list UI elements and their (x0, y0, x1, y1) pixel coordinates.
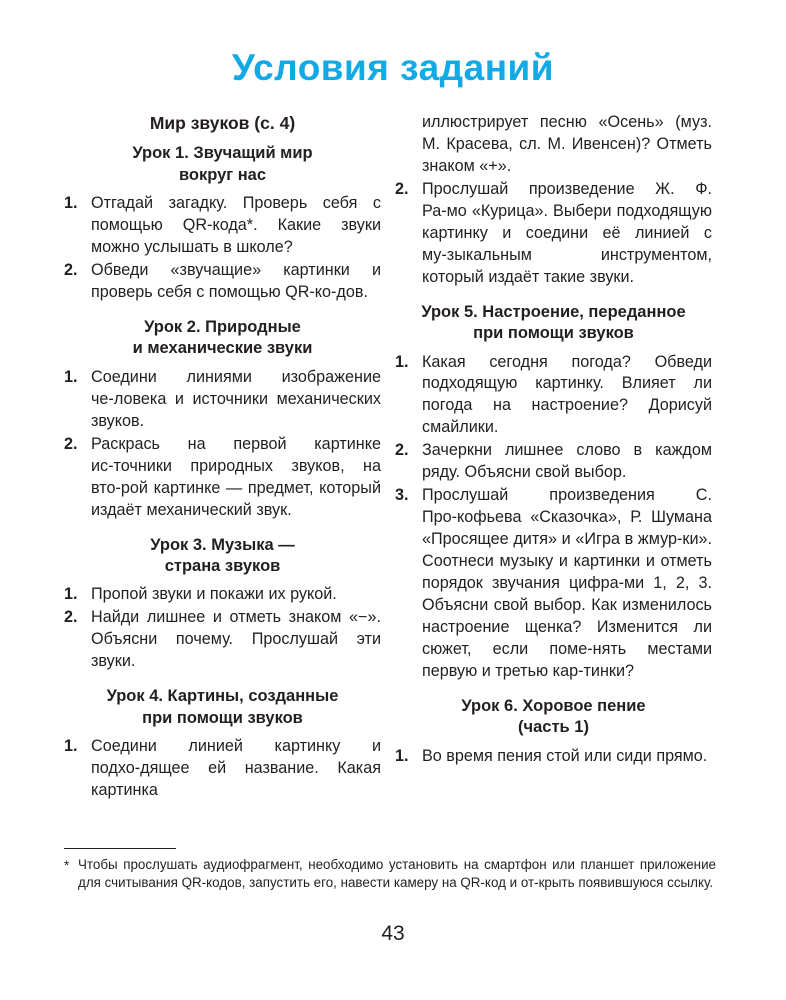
two-column-body (64, 112, 714, 834)
task-item (395, 485, 712, 683)
task-item (395, 352, 712, 440)
task-text: Найди лишнее и отметь знаком «−». Объясни почему. Прослушай эти звуки. (91, 608, 381, 671)
task-list-lesson-2 (64, 367, 381, 522)
task-number: 1. (64, 585, 78, 604)
lesson-title-4: Урок 4. Картины, созданные при помощи звуков (106, 687, 339, 727)
footnote-body (64, 856, 716, 892)
section-title-mir-zvukov: Мир звуков (с. 4) (149, 113, 296, 133)
task-text: Соедини линиями изображение че‑ловека и источники механических звуков. (91, 367, 381, 430)
task-item (64, 736, 381, 802)
task-number: 3. (395, 486, 409, 505)
task-item (395, 440, 712, 484)
lesson-title-2: Урок 2. Природные и механические звуки (132, 318, 313, 358)
task-text: Соедини линией картинку и подхо‑дящее ей название. Какая картинка (91, 737, 381, 800)
task-list-lesson-1 (64, 193, 381, 304)
task-number: 2. (64, 608, 78, 627)
task-item (395, 179, 712, 289)
page-number: 43 (381, 922, 405, 945)
task-text: Во время пения стой или сиди прямо. (422, 746, 708, 765)
task-text: Обведи «звучащие» картинки и проверь себя с помощью QR-ко‑дов. (91, 261, 381, 302)
task-number: 2. (64, 261, 78, 280)
task-list-lesson-5 (395, 352, 712, 683)
task-list-lesson-4-continued (395, 179, 712, 289)
task-item (395, 746, 712, 768)
lesson-title-5: Урок 5. Настроение, переданное при помощи звуков (421, 302, 686, 343)
task-text: Прослушай произведения С. Про‑кофьева «Сказочка», Р. Шумана «Просящее дитя» и «Игра в жмур‑ки». Соотнеси музыку и картинки и отметь порядок звучания цифра‑ми 1, 2, 3. Объясни свой выбор. Как изменилось настроение щенка? Изменится ли сюжет, если поме‑нять местами первую и третью кар‑тинки? (422, 486, 712, 680)
task-text: Какая сегодня погода? Обведи подходящую картинку. Влияет ли погода на настроение? Дорисуй смайлики. (422, 352, 712, 437)
task-list-lesson-6 (395, 746, 712, 768)
lesson-title-1: Урок 1. Звучащий мир вокруг нас (132, 144, 313, 184)
task-text: Отгадай загадку. Проверь себя с помощью QR-кода*. Какие звуки можно услышать в школе? (91, 194, 381, 257)
task-list-lesson-4 (64, 736, 381, 802)
task-number: 1. (395, 746, 409, 765)
task-item (64, 607, 381, 673)
task-text: Прослушай произведение Ж. Ф. Ра‑мо «Курица». Выбери подходящую картинку и соедини её линией с му‑зыкальным инструментом, который издаёт такие звуки. (422, 179, 712, 286)
page-title: Условия заданий (231, 47, 555, 88)
task-text-continuation: иллюстрирует песню «Осень» (муз. М. Красева, сл. М. Ивенсен)? Отметь знаком «+». (422, 113, 712, 175)
task-number: 1. (64, 367, 78, 386)
task-item (64, 434, 381, 522)
task-number: 1. (395, 352, 409, 371)
task-text: Раскрась на первой картинке ис‑точники природных звуков, на вто‑рой картинке — предмет, который издаёт механический звук. (91, 434, 381, 519)
task-text: Пропой звуки и покажи их рукой. (91, 585, 337, 604)
task-text: Зачеркни лишнее слово в каждом ряду. Объясни свой выбор. (422, 441, 712, 482)
footnote-text: Чтобы прослушать аудиофрагмент, необходимо установить на смартфон или планшет приложение для считывания QR-кодов, запустить его, навести камеру на QR-код и от‑крыть появившуюся ссылку. (78, 857, 716, 890)
task-item (64, 584, 381, 606)
task-item (64, 367, 381, 433)
task-number: 2. (64, 434, 78, 453)
task-item (64, 193, 381, 259)
task-number: 2. (395, 179, 409, 198)
right-column (395, 112, 712, 834)
lesson-title-3: Урок 3. Музыка — страна звуков (150, 535, 295, 576)
left-column (64, 112, 381, 834)
task-item (64, 260, 381, 304)
footnote (64, 848, 716, 892)
task-number: 1. (64, 194, 78, 213)
lesson-title-6: Урок 6. Хоровое пение (часть 1) (461, 696, 646, 737)
task-number: 2. (395, 441, 409, 460)
task-list-lesson-3 (64, 584, 381, 673)
footnote-marker: * (64, 858, 70, 873)
task-number: 1. (64, 737, 78, 756)
footnote-separator-rule (64, 848, 176, 849)
